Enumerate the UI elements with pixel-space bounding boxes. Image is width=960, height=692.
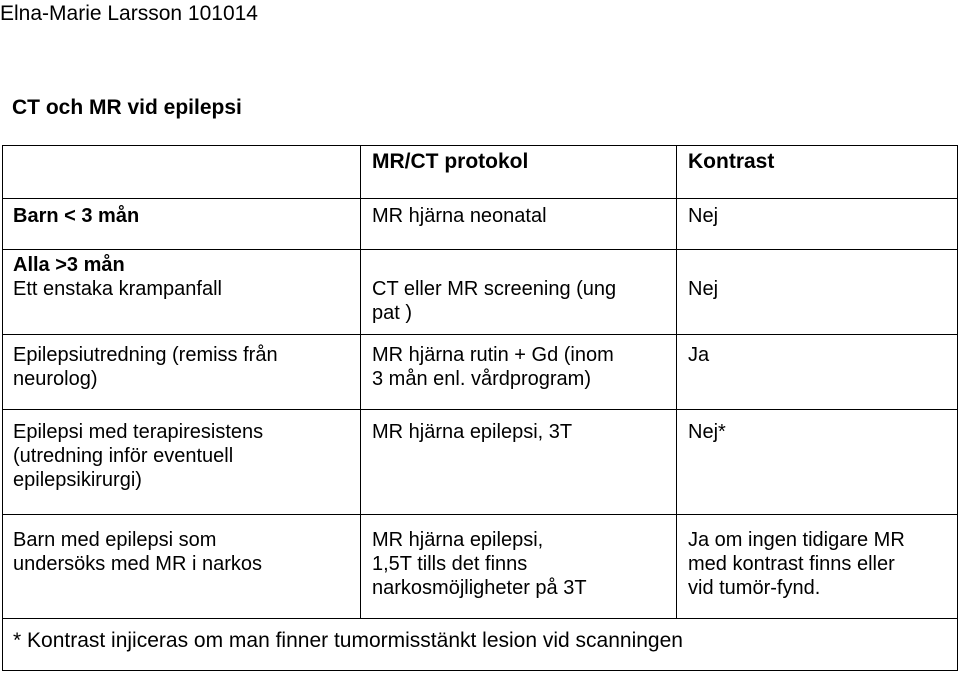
protocol-cell: [361, 410, 677, 515]
document-author-line: Elna-Marie Larsson 101014: [0, 2, 258, 25]
document-title: CT och MR vid epilepsi: [12, 96, 242, 119]
contrast-text: Nej*: [688, 421, 726, 443]
indication-text: epilepsikirurgi): [13, 469, 142, 491]
protocol-cell: [361, 250, 677, 335]
table-row: [3, 199, 958, 250]
protocol-text: MR hjärna rutin + Gd (inom: [372, 344, 614, 366]
indication-cell: [3, 335, 361, 410]
footnote-cell: [3, 619, 958, 671]
contrast-text: med kontrast finns eller: [688, 553, 895, 575]
contrast-cell: [677, 250, 958, 335]
indication-heading: Alla >3 mån: [13, 254, 125, 276]
table-row: [3, 335, 958, 410]
indication-text: Epilepsi med terapiresistens: [13, 421, 264, 443]
protocol-text: pat ): [372, 302, 413, 324]
protocol-text: MR hjärna epilepsi, 3T: [372, 421, 573, 443]
protocol-text: 3 mån enl. vårdprogram): [372, 368, 591, 390]
indication-text: Epilepsiutredning (remiss från: [13, 344, 278, 366]
protocol-text: MR hjärna epilepsi,: [372, 529, 544, 551]
contrast-cell: [677, 515, 958, 619]
indication-text: Barn med epilepsi som: [13, 529, 217, 551]
contrast-cell: [677, 335, 958, 410]
footnote-text: * Kontrast injiceras om man finner tumormisstänkt lesion vid scanningen: [13, 629, 683, 652]
indication-cell: [3, 410, 361, 515]
protocol-table: [2, 145, 958, 671]
protocol-cell: [361, 199, 677, 250]
protocol-cell: [361, 335, 677, 410]
contrast-cell: [677, 410, 958, 515]
protocol-text: 1,5T tills det finns: [372, 553, 528, 575]
protocol-cell: [361, 515, 677, 619]
indication-cell: [3, 199, 361, 250]
indication-text: neurolog): [13, 368, 98, 390]
contrast-text: Ja om ingen tidigare MR: [688, 529, 905, 551]
indication-text: Ett enstaka krampanfall: [13, 278, 222, 300]
protocol-text: MR hjärna neonatal: [372, 205, 547, 227]
header-cell-indication: [3, 146, 361, 199]
contrast-text: vid tumör-fynd.: [688, 577, 821, 599]
indication-text: undersöks med MR i narkos: [13, 553, 262, 575]
indication-cell: [3, 250, 361, 335]
protocol-text: narkosmöjligheter på 3T: [372, 577, 587, 599]
indication-cell: [3, 515, 361, 619]
contrast-cell: [677, 199, 958, 250]
table-row: [3, 410, 958, 515]
contrast-text: Nej: [688, 205, 719, 227]
header-cell-protocol: MR/CT protokol: [361, 146, 677, 199]
table-footnote-row: [3, 619, 958, 671]
header-cell-contrast: Kontrast: [677, 146, 958, 199]
indication-text: (utredning inför eventuell: [13, 445, 234, 467]
table-header-row: [3, 146, 958, 199]
contrast-text: Ja: [688, 344, 710, 366]
table-row: [3, 515, 958, 619]
indication-text: Barn < 3 mån: [13, 205, 140, 227]
table-row: [3, 250, 958, 335]
contrast-text: Nej: [688, 278, 719, 300]
protocol-text: CT eller MR screening (ung: [372, 278, 617, 300]
